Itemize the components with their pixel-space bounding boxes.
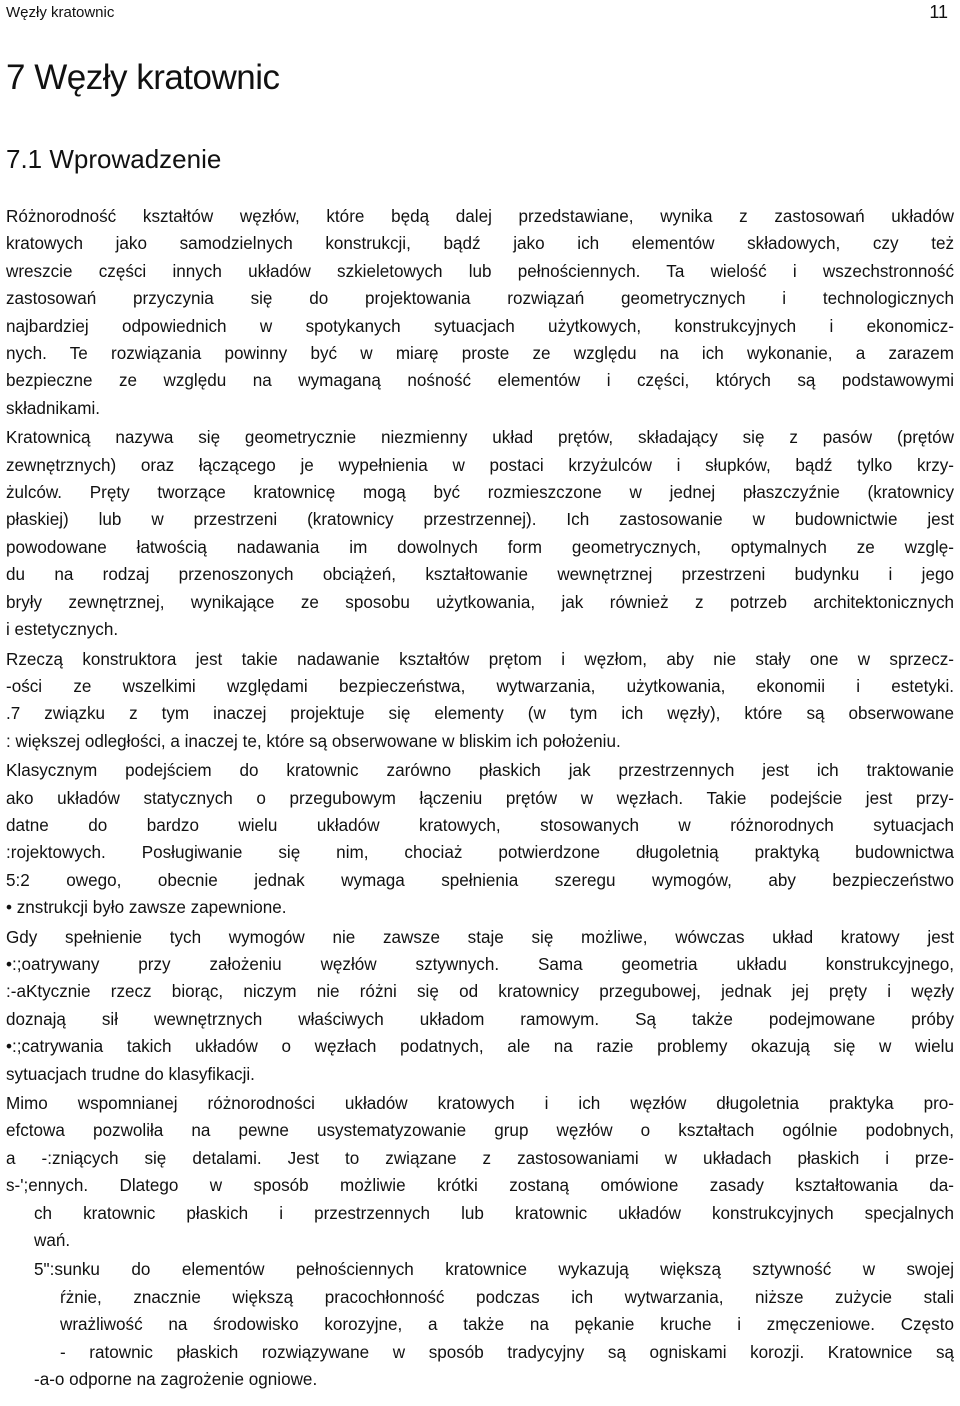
running-header	[6, 2, 954, 26]
text-line: -ości ze wszelkimi względami bezpieczeństwa, wytwarzania, użytkowania, ekonomii i estetyki.	[6, 676, 954, 696]
paragraph	[6, 424, 954, 643]
text-line: •:;catrywania takich układów o węzłach podatnych, ale na razie problemy okazują się w wielu	[6, 1037, 954, 1057]
paragraph	[6, 1256, 954, 1393]
text-line: • znstrukcji było zawsze zapewnione.	[6, 898, 287, 918]
text-line: Kratownicą nazywa się geometrycznie niezmienny układ prętów, składający się z pasów (prętów	[6, 428, 954, 448]
text-line: nych. Te rozwiązania powinny być w miarę proste ze względu na ich wykonanie, a zarazem	[6, 344, 954, 364]
text-line: -a-o odporne na zagrożenie ogniowe.	[34, 1370, 318, 1390]
text-line: żulców. Pręty tworzące kratownicę mogą być rozmieszczone w jednej płaszczyźnie (kratownicy	[6, 483, 954, 503]
text-line: s-';ennych. Dlatego w sposób możliwie krótki zostaną omówione zasady kształtowania da-	[6, 1176, 954, 1196]
text-line: ŕżnie, znacznie większą pracochłonność podczas ich wytwarzania, niższe zużycie stali	[60, 1287, 954, 1307]
text-line: powodowane łatwością nadawania im dowolnych form geometrycznych, optymalnych ze wzglę-	[6, 537, 954, 557]
text-line: :-aKtycznie rzecz biorąc, niczym nie różni się od kratownicy przegubowej, jednak jej pręty i węzły	[6, 982, 954, 1002]
text-line: a -:zniących się detalami. Jest to związane z zastosowaniami w układach płaskich i prze-	[6, 1148, 954, 1168]
text-line: 5":sunku do elementów pełnościennych kratownice wykazują większą sztywność w swojej	[34, 1260, 954, 1280]
text-line: kratowych jako samodzielnych konstrukcji, bądź jako ich elementów składowych, czy też	[6, 234, 954, 254]
paragraph	[6, 203, 954, 422]
text-line: : większej odległości, a inaczej te, które są obserwowane w bliskim ich położeniu.	[6, 731, 621, 751]
text-line: zastosowań przyczynia się do projektowania rozwiązań geometrycznych i technologicznych	[6, 289, 954, 309]
text-line: Klasycznym podejściem do kratownic zarówno płaskich jak przestrzennych jest ich traktowanie	[6, 761, 954, 781]
text-line: płaskiej) lub w przestrzeni (kratownicy przestrzennej). Ich zastosowanie w budownictwie jest	[6, 510, 954, 530]
text-line: wreszcie części innych układów szkieletowych lub pełnościennych. Ta wielość i wszechstronność	[6, 261, 954, 281]
text-line: Mimo wspomnianej różnorodności układów kratowych i ich węzłów długoletnia praktyka pro-	[6, 1094, 954, 1113]
text-line: doznają sił wewnętrznych właściwych układom ramowym. Są także podejmowane próby	[6, 1009, 954, 1029]
text-line: i estetycznych.	[6, 620, 119, 640]
paragraph	[6, 757, 954, 921]
text-line: ako układów statycznych o przegubowym łączeniu prętów w węzłach. Takie podejście jest przy-	[6, 788, 954, 808]
text-line: bryły zewnętrznej, wynikające ze sposobu użytkowania, jak również z potrzeb architektonicznych	[6, 592, 954, 612]
text-line: 5:2 owego, obecnie jednak wymaga spełnienia szeregu wymogów, aby bezpieczeństwo	[6, 870, 954, 890]
section-title: 7.1 Wprowadzenie	[6, 144, 222, 174]
text-line: ch kratownic płaskich i przestrzennych lub kratownic układów konstrukcyjnych specjalnych	[34, 1203, 954, 1223]
paragraph	[6, 1090, 954, 1254]
text-line: bezpieczne ze względu na wymaganą nośność elementów i części, których są podstawowymi	[6, 371, 954, 391]
body-text	[6, 203, 954, 1393]
text-line: - ratownic płaskich rozwiązywane w sposób tradycyjny są ogniskami korozji. Kratownice są	[60, 1342, 954, 1362]
text-line: efctowa pozwoliła na pewne usystematyzowanie grup węzłów o kształtach ogólnie podobnych,	[6, 1121, 954, 1141]
text-line: Rzeczą konstruktora jest takie nadawanie kształtów prętom i węzłom, aby nie stały one w sprzecz-	[6, 649, 954, 669]
text-line: wań.	[34, 1231, 71, 1251]
text-line: sytuacjach trudne do klasyfikacji.	[6, 1064, 255, 1084]
paragraph	[6, 924, 954, 1088]
text-line: •:;oatrywany przy założeniu węzłów sztywnych. Sama geometria układu konstrukcyjnego,	[6, 954, 954, 974]
text-line: Różnorodność kształtów węzłów, które będą dalej przedstawiane, wynika z zastosowań układów	[6, 207, 954, 226]
text-line: zewnętrznych) oraz łączącego je wypełnienia w postaci krzyżulców i słupków, bądź tylko krzy-	[6, 455, 954, 475]
page-number: 11	[929, 2, 948, 22]
text-line: :rojektowych. Posługiwanie się nim, chociaż potwierdzone długoletnią praktyką budownictwa	[6, 843, 954, 863]
text-line: datne do bardzo wielu układów kratowych, stosowanych w różnorodnych sytuacjach	[6, 815, 954, 835]
text-line: du na rodzaj przenoszonych obciążeń, kształtowanie wewnętrznej przestrzeni budynku i jego	[6, 565, 954, 585]
text-line: .7 związku z tym inaczej projektuje się elementy (w tym ich węzły), które są obserwowane	[6, 704, 954, 724]
text-line: składnikami.	[6, 398, 101, 418]
text-line: Gdy spełnienie tych wymogów nie zawsze staje się możliwe, wówczas układ kratowy jest	[6, 927, 954, 947]
text-line: wrażliwość na środowisko korozyjne, a także na pękanie kruche i zmęczeniowe. Często	[60, 1315, 954, 1335]
text-line: najbardziej odpowiednich w spotykanych sytuacjach użytkowych, konstrukcyjnych i ekonomicz-	[6, 316, 954, 336]
paragraph	[6, 646, 954, 756]
chapter-title: 7 Węzły kratownic	[6, 58, 280, 97]
running-title: Węzły kratownic	[6, 4, 115, 21]
